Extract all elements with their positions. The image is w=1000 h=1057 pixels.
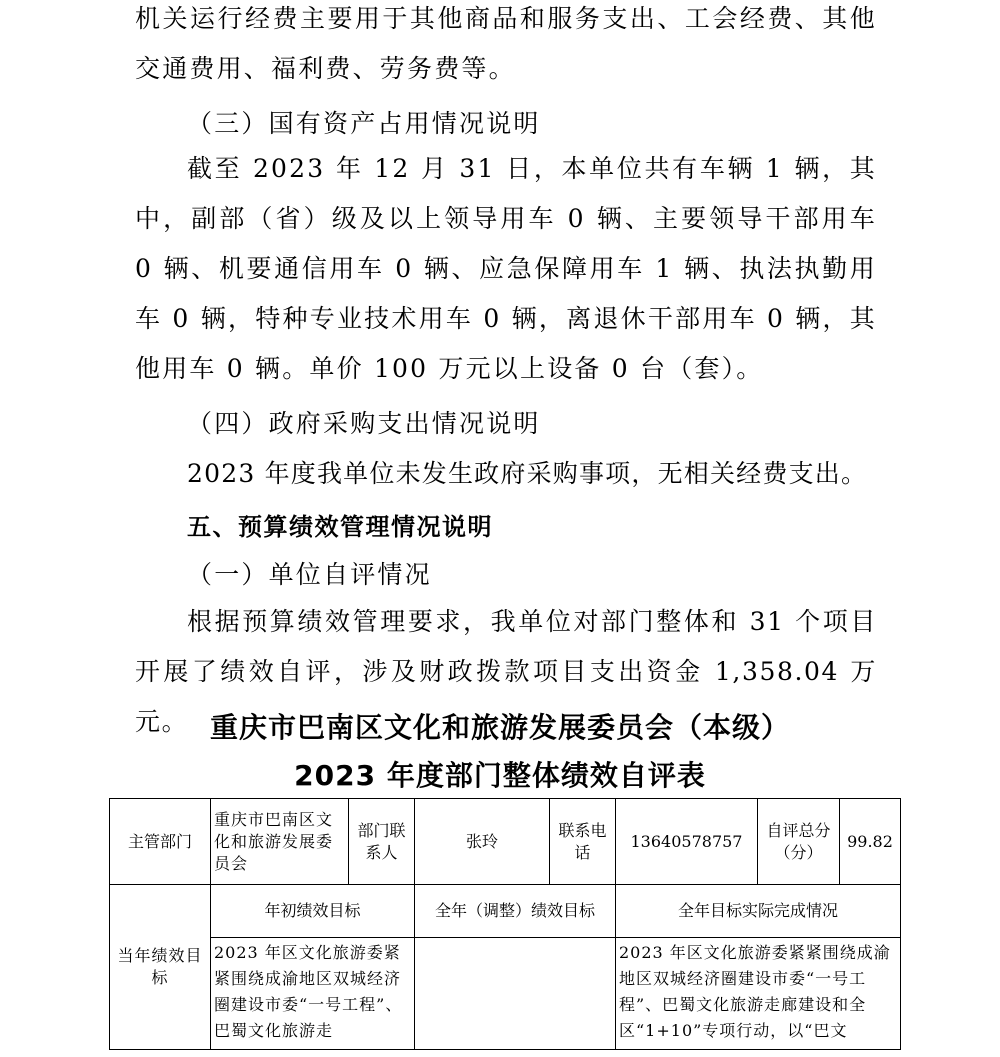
actual-completion-text: 2023 年区文化旅游委紧紧围绕成渝地区双城经济圈建设市委“一号工程”、巴蜀文化旅游走廊建设和全区“1+10”专项行动，以“巴文 <box>616 938 901 1050</box>
label-self-eval-score: 自评总分（分） <box>758 799 840 885</box>
label-annual-goal: 当年绩效目标 <box>110 885 211 1050</box>
self-eval-score-value: 99.82 <box>840 799 901 885</box>
dept-contact-value: 张玲 <box>415 799 550 885</box>
adjusted-goal-text <box>415 938 616 1050</box>
paragraph-state-assets: 截至 2023 年 12 月 31 日，本单位共有车辆 1 辆，其中，副部（省）级及以上领导用车 0 辆、主要领导干部用车 0 辆、机要通信用车 0 辆、应急保障用车 1 辆、执法执勤用车 0 辆，特种专业技术用车 0 辆，离退休干部用车 0 辆，其他用车 0 辆。单价 100 万元以上设备 0 台（套）。 <box>135 154 877 383</box>
heading-self-evaluation: （一）单位自评情况 <box>187 560 432 589</box>
table-row <box>110 885 901 938</box>
contact-phone-value: 13640578757 <box>616 799 758 885</box>
initial-goal-text: 2023 年区文化旅游委紧紧围绕成渝地区双城经济圈建设市委“一号工程”、巴蜀文化旅游走 <box>211 938 415 1050</box>
header-initial-goal: 年初绩效目标 <box>211 885 415 938</box>
performance-evaluation-table <box>109 798 901 1050</box>
paragraph-operating-expenses: 机关运行经费主要用于其他商品和服务支出、工会经费、其他交通费用、福利费、劳务费等。 <box>135 4 877 83</box>
table-row <box>110 799 901 885</box>
header-actual-completion: 全年目标实际完成情况 <box>616 885 901 938</box>
table-row <box>110 938 901 1050</box>
heading-budget-performance: 五、预算绩效管理情况说明 <box>187 513 493 541</box>
supervising-dept-value: 重庆市巴南区文化和旅游发展委员会 <box>211 799 349 885</box>
header-adjusted-goal: 全年（调整）绩效目标 <box>415 885 616 938</box>
table-subtitle: 2023 年度部门整体绩效自评表 <box>294 759 706 792</box>
paragraph-procurement: 2023 年度我单位未发生政府采购事项，无相关经费支出。 <box>187 459 868 488</box>
label-contact-phone: 联系电话 <box>550 799 616 885</box>
label-dept-contact: 部门联系人 <box>349 799 415 885</box>
heading-state-assets: （三）国有资产占用情况说明 <box>187 109 541 138</box>
table-title: 重庆市巴南区文化和旅游发展委员会（本级） <box>209 711 790 744</box>
label-supervising-dept: 主管部门 <box>110 799 211 885</box>
heading-procurement: （四）政府采购支出情况说明 <box>187 409 541 438</box>
paragraph-self-evaluation: 根据预算绩效管理要求，我单位对部门整体和 31 个项目开展了绩效自评，涉及财政拨款项目支出资金 1,358.04 万元。 <box>135 607 877 736</box>
